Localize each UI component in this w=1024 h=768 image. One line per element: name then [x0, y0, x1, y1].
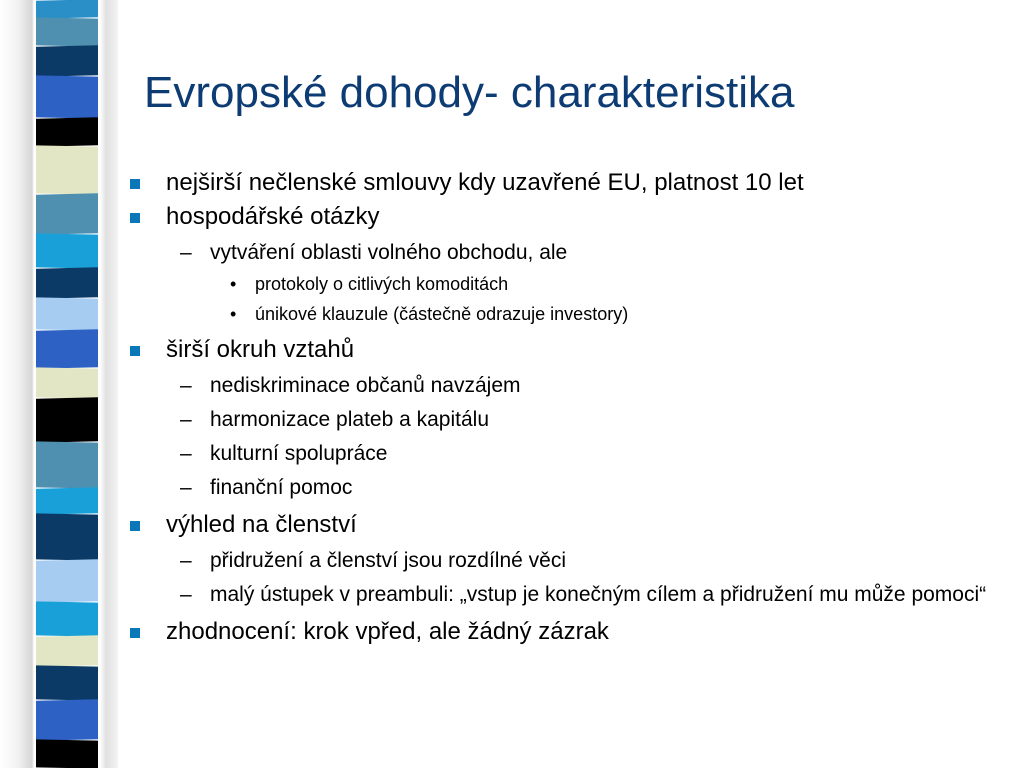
- stripe-block: [36, 75, 98, 118]
- dash-bullet-icon: –: [180, 408, 192, 431]
- dot-bullet-icon: •: [230, 274, 237, 294]
- decorative-stripe: [0, 0, 118, 768]
- bullet-item: [130, 202, 990, 232]
- square-bullet-icon: [130, 628, 140, 638]
- bullet-text: únikové klauzule (částečně odrazuje investory): [255, 304, 629, 324]
- stripe-block: [36, 45, 98, 77]
- sub-bullet-item: [130, 372, 990, 399]
- sub-bullet-item: [130, 581, 990, 608]
- stripe-block: [36, 487, 98, 515]
- stripe-block: [36, 367, 98, 398]
- dash-bullet-icon: –: [180, 241, 192, 264]
- bullet-text: kulturní spolupráce: [210, 442, 388, 465]
- bullet-text: výhled na členství: [166, 511, 357, 538]
- dash-bullet-icon: –: [180, 374, 192, 397]
- bullet-item: [130, 168, 990, 198]
- bullet-item: [130, 335, 990, 365]
- bullet-text: přidružení a členství jsou rozdílné věci: [210, 549, 567, 572]
- stripe-block: [36, 601, 98, 636]
- square-bullet-icon: [130, 213, 140, 223]
- stripe-block: [36, 441, 98, 488]
- bullet-text: protokoly o citlivých komoditách: [255, 274, 509, 294]
- bullet-text: harmonizace plateb a kapitálu: [210, 408, 490, 431]
- stripe-block: [36, 267, 98, 299]
- stripe-block: [36, 297, 98, 330]
- sub-bullet-item: [130, 474, 990, 501]
- stripe-block: [36, 233, 98, 268]
- stripe-block: [36, 145, 98, 194]
- dash-bullet-icon: –: [180, 583, 192, 606]
- square-bullet-icon: [130, 521, 140, 531]
- square-bullet-icon: [130, 179, 140, 189]
- bullet-text: malý ústupek v preambuli: „vstup je konečným cílem a přidružení mu může pomoci“: [210, 583, 987, 606]
- bullet-text: nejširší nečlenské smlouvy kdy uzavřené EU, platnost 10 let: [166, 169, 804, 196]
- bullet-text: širší okruh vztahů: [166, 336, 355, 363]
- slide-title: Evropské dohody- charakteristika: [144, 68, 795, 117]
- stripe-block: [36, 559, 98, 603]
- sub-sub-bullet-item: [130, 273, 990, 296]
- sub-bullet-item: [130, 239, 990, 266]
- sub-bullet-item: [130, 440, 990, 467]
- sub-bullet-item: [130, 406, 990, 433]
- stripe-block: [36, 635, 98, 667]
- dot-bullet-icon: •: [230, 304, 237, 324]
- stripe-block: [36, 0, 98, 19]
- stripe-block: [36, 117, 98, 147]
- stripe-block: [36, 739, 98, 768]
- bullet-text: zhodnocení: krok vpřed, ale žádný zázrak: [166, 618, 609, 645]
- stripe-block: [36, 397, 98, 443]
- dash-bullet-icon: –: [180, 549, 192, 572]
- bullet-text: vytváření oblasti volného obchodu, ale: [210, 241, 568, 264]
- stripe-block: [36, 513, 98, 560]
- bullet-text: hospodářské otázky: [166, 203, 380, 230]
- bullet-text: nediskriminace občanů navzájem: [210, 374, 521, 397]
- stripe-block: [36, 329, 98, 369]
- bullet-item: [130, 617, 990, 647]
- dash-bullet-icon: –: [180, 476, 192, 499]
- stripe-block: [36, 665, 98, 700]
- sub-bullet-item: [130, 547, 990, 574]
- square-bullet-icon: [130, 346, 140, 356]
- bullet-list: [130, 164, 990, 647]
- stripe-block: [36, 193, 98, 235]
- sub-sub-bullet-item: [130, 303, 990, 326]
- stripe-block: [36, 699, 98, 741]
- bullet-text: finanční pomoc: [210, 476, 353, 499]
- bullet-item: [130, 510, 990, 540]
- stripe-block: [36, 17, 98, 46]
- dash-bullet-icon: –: [180, 442, 192, 465]
